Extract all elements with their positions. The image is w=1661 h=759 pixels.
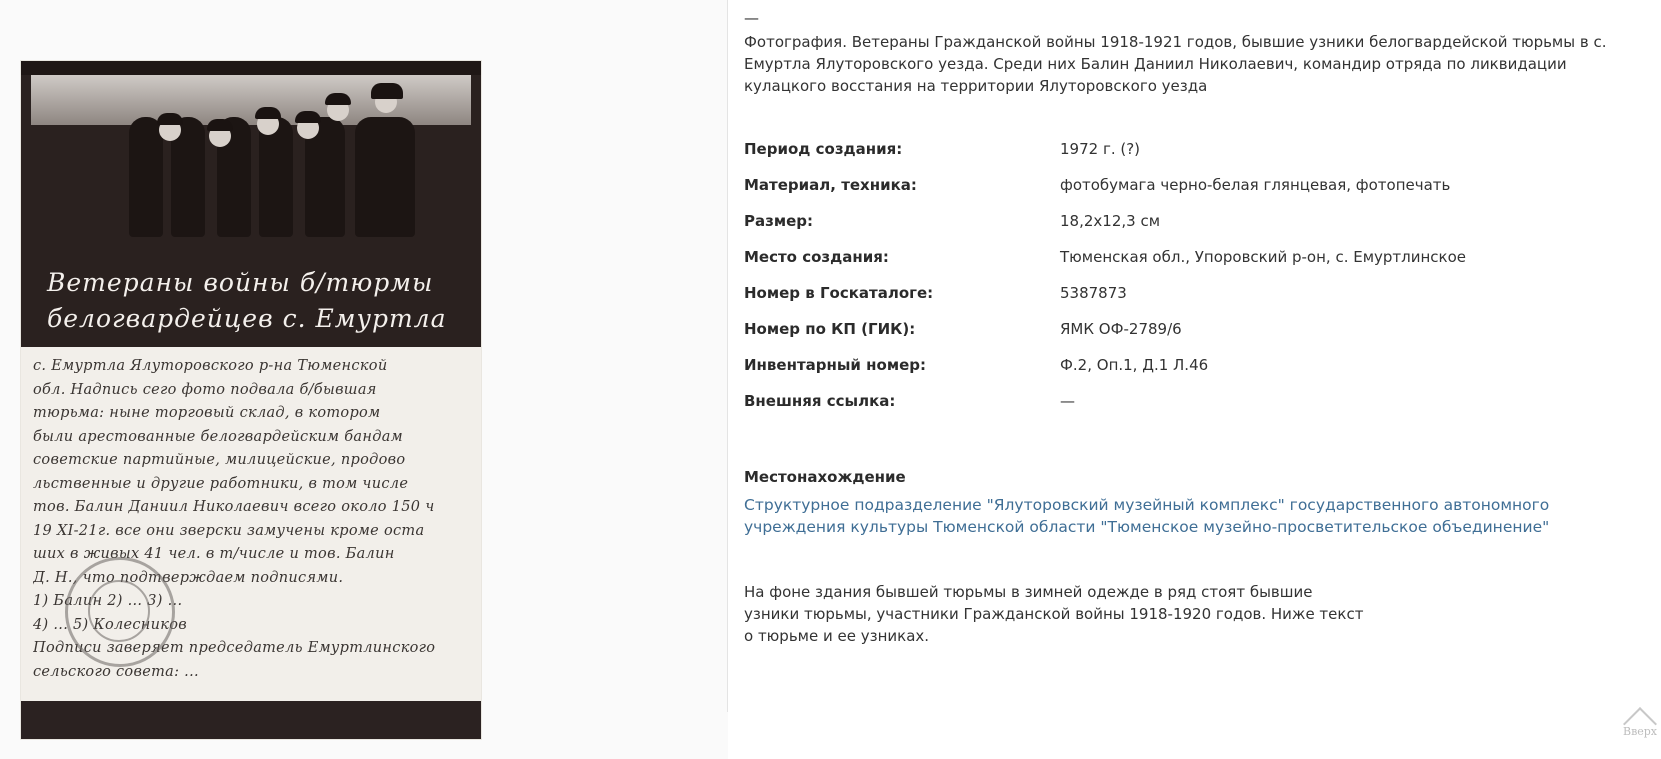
handwriting-line: льственные и другие работники, в том числе [33, 475, 409, 492]
handwriting-line: сельского совета: ... [33, 663, 199, 680]
meta-value: фотобумага черно-белая глянцевая, фотопечать [1060, 176, 1451, 194]
handwriting-line: были арестованные белогвардейским бандам [33, 428, 403, 445]
meta-row [744, 176, 1649, 212]
photo-caption-line: белогвардейцев с. Емуртла [47, 304, 447, 333]
meta-row [744, 140, 1649, 176]
meta-value: 18,2x12,3 см [1060, 212, 1161, 230]
meta-row [744, 392, 1649, 428]
photo-border-bottom [21, 701, 481, 739]
archive-photo[interactable] [21, 61, 481, 739]
meta-key: Период создания: [744, 140, 903, 158]
photo-caption [47, 265, 467, 337]
meta-value: ЯМК ОФ-2789/6 [1060, 320, 1182, 338]
meta-value: 1972 г. (?) [1060, 140, 1141, 158]
meta-value: — [1060, 392, 1075, 410]
item-description: Фотография. Ветераны Гражданской войны 1918-1921 годов, бывшие узники белогвардейской тюрьмы в с. Емуртла Ялуторовского уезда. Среди них Балин Даниил Николаевич, командир отряда по ликвидации кулацкого восстания на территории Ялуторовского уезда [744, 33, 1607, 95]
meta-row [744, 320, 1649, 356]
meta-row [744, 212, 1649, 248]
handwriting-line: тюрьма: ныне торговый склад, в котором [33, 405, 381, 421]
handwriting-line: с. Емуртла Ялуторовского р-на Тюменской [33, 358, 388, 374]
metadata-table [744, 140, 1649, 428]
handwriting-line: 19 XI-21г. все они зверски замучены кроме оста [33, 522, 425, 539]
top-dash: — [744, 9, 759, 27]
handwriting-line: 4) ... 5) Колесников [33, 616, 188, 633]
pane-divider [727, 0, 728, 712]
meta-key: Место создания: [744, 248, 889, 266]
meta-value: Тюменская обл., Упоровский р-он, с. Емуртлинское [1060, 248, 1467, 266]
photo-scene [21, 61, 481, 347]
meta-key: Номер в Госкаталоге: [744, 284, 934, 302]
handwriting-line: 1) Балин 2) ... 3) ... [33, 593, 183, 609]
image-pane [0, 0, 728, 759]
handwriting-line: советские партийные, милицейские, продово [33, 452, 406, 468]
back-to-top-label: Вверх [1622, 725, 1658, 738]
meta-key: Номер по КП (ГИК): [744, 320, 916, 338]
photo-handwritten-text [21, 347, 481, 701]
meta-key: Инвентарный номер: [744, 356, 926, 374]
meta-value: 5387873 [1060, 284, 1127, 302]
handwriting-line: ших в живых 41 чел. в т/числе и тов. Балин [33, 546, 395, 562]
meta-key: Материал, техника: [744, 176, 917, 194]
handwriting-line: Д. Н., что подтверждаем подписями. [33, 569, 344, 586]
meta-key: Размер: [744, 212, 814, 230]
location-heading: Местонахождение [744, 468, 906, 486]
meta-row [744, 248, 1649, 284]
handwriting-line: Подписи заверяет председатель Емуртлинского [33, 640, 436, 656]
back-to-top-button[interactable] [1622, 705, 1658, 741]
meta-row [744, 284, 1649, 320]
photo-caption-line: Ветераны войны б/тюрмы [47, 268, 434, 297]
museum-location-link[interactable]: Структурное подразделение "Ялуторовский музейный комплекс" государственного автономного учреждения культуры Тюменской области "Тюменское музейно-просветительское объединение" [744, 496, 1550, 536]
meta-row [744, 356, 1649, 392]
photo-note: На фоне здания бывшей тюрьмы в зимней одежде в ряд стоят бывшие узники тюрьмы, участники Гражданской войны 1918-1920 годов. Ниже текст о тюрьме и ее узниках. [744, 583, 1364, 645]
meta-key: Внешняя ссылка: [744, 392, 896, 410]
handwriting-line: обл. Надпись сего фото подвала б/бывшая [33, 381, 377, 398]
seal-stamp [65, 557, 175, 667]
handwriting-line: тов. Балин Даниил Николаевич всего около 150 ч [33, 499, 435, 515]
meta-value: Ф.2, Оп.1, Д.1 Л.46 [1060, 356, 1209, 374]
